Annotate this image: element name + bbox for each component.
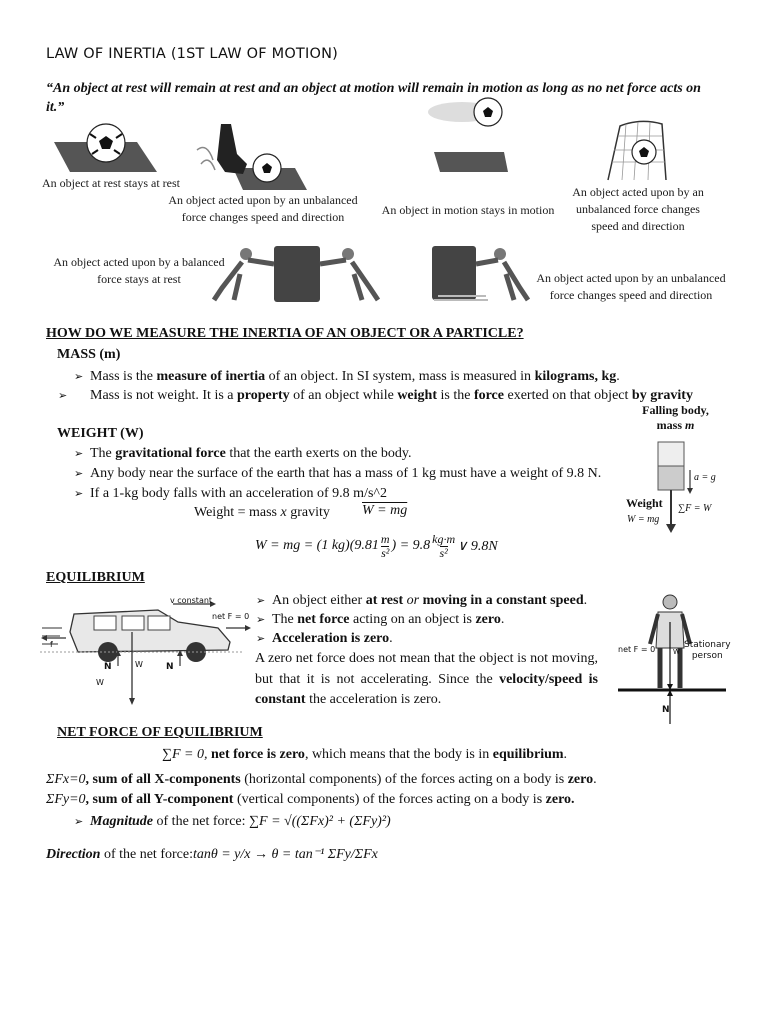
weight-item-3: ➢ If a 1-kg body falls with an acceleration of 9.8 m/s^2 [74, 486, 387, 501]
net-force-direction: Direction of the net force:tanθ = y/x → θ = tan⁻¹ ΣFy/ΣFx [46, 847, 378, 862]
person-label-stationary: Stationary person [684, 640, 731, 661]
weight-item-2: ➢ Any body near the surface of the earth that has a mass of 1 kg must have a weight of 9.8 N. [74, 466, 602, 481]
person-label-w: W [673, 648, 680, 656]
equilibrium-heading: EQUILIBRIUM [46, 570, 145, 585]
caption-motion: An object in motion stays in motion [381, 203, 555, 217]
net-force-heading: NET FORCE OF EQUILIBRIUM [57, 725, 263, 740]
mass-item-1: ➢ Mass is the measure of inertia of an object. In SI system, mass is measured in kilograms, kg. [74, 369, 620, 384]
inertia-heading: HOW DO WE MEASURE THE INERTIA OF AN OBJECT OR A PARTICLE? [46, 326, 524, 341]
ball-at-rest-illustration [52, 120, 162, 175]
equilibrium-paragraph: A zero net force does not mean that the object is not moving, but that it is not accelerating. Since the velocity/speed is constant the acceleration is zero. [255, 651, 598, 707]
falling-body-title: Falling body, mass m [642, 403, 709, 432]
falling-body-accel: a = g [694, 472, 716, 483]
car-label-n2: N [166, 662, 174, 672]
falling-body-sum: ∑F = W [678, 503, 712, 514]
net-force-line-3: ΣFy=0, sum of all Y-component (vertical components) of the forces acting on a body is zero. [46, 792, 575, 807]
caption-rest: An object at rest stays at rest [42, 176, 180, 190]
car-label-w2: W [96, 678, 104, 687]
balanced-push-illustration [212, 242, 382, 304]
net-force-line-1: ∑F = 0, net force is zero, which means that the body is in equilibrium. [162, 747, 568, 762]
caption-unbalanced-2: An object acted upon by an unbalanced force changes speed and direction [572, 185, 704, 233]
weight-item-1: ➢ The gravitational force that the earth exerts on the body. [74, 446, 412, 461]
falling-body-weight-label: Weight [626, 496, 663, 510]
unbalanced-push-illustration [428, 242, 533, 304]
weight-equation-text: Weight = mass x gravity [194, 505, 330, 520]
caption-balanced: An object acted upon by a balanced force stays at rest [53, 255, 225, 286]
formula-w-mg: W = mg [362, 503, 408, 518]
equilibrium-item-3: ➢ Acceleration is zero. [256, 631, 393, 646]
car-label-n1: N [104, 662, 112, 672]
page-title: LAW OF INERTIA (1ST LAW OF MOTION) [46, 46, 338, 62]
net-force-magnitude: ➢ Magnitude of the net force: ∑F = √((ΣFx)² + (ΣFy)²) [74, 814, 391, 829]
formula-weight-calc: W = mg = (1 kg)(9.81 m s² ) = 9.8 kg·m s² ∨ 9.8N [255, 531, 498, 560]
caption-unbalanced-3: An object acted upon by an unbalanced force changes speed and direction [536, 271, 726, 302]
mass-item-2: ➢ Mass is not weight. It is a property of an object while weight is the force exerted on that object by gravity [58, 388, 693, 403]
car-equilibrium-diagram [38, 592, 253, 708]
caption-unbalanced-1: An object acted upon by an unbalanced force changes speed and direction [168, 193, 358, 224]
falling-body-weight-eq: W = mg [627, 514, 660, 525]
car-label-v: v constant [170, 596, 213, 605]
car-label-w1: W [135, 660, 143, 669]
ball-in-motion-illustration [430, 92, 520, 176]
mass-heading: MASS (m) [57, 347, 121, 362]
equilibrium-item-1: ➢ An object either at rest or moving in a constant speed. [256, 593, 588, 608]
goal-net-illustration [600, 120, 670, 182]
person-label-net: net F = 0 [618, 645, 656, 654]
car-label-net: net F = 0 [212, 612, 250, 621]
equilibrium-item-2: ➢ The net force acting on an object is zero. [256, 612, 505, 627]
weight-heading: WEIGHT (W) [57, 426, 144, 441]
law-quote: “An object at rest will remain at rest and an object at motion will remain in motion as long as no net force acts on it.” [46, 81, 701, 115]
kicking-ball-illustration [195, 120, 310, 192]
person-label-n: N [662, 705, 670, 715]
net-force-line-2: ΣFx=0, sum of all X-components (horizontal components) of the forces acting on a body is zero. [46, 772, 597, 787]
car-label-f: f [50, 640, 53, 649]
